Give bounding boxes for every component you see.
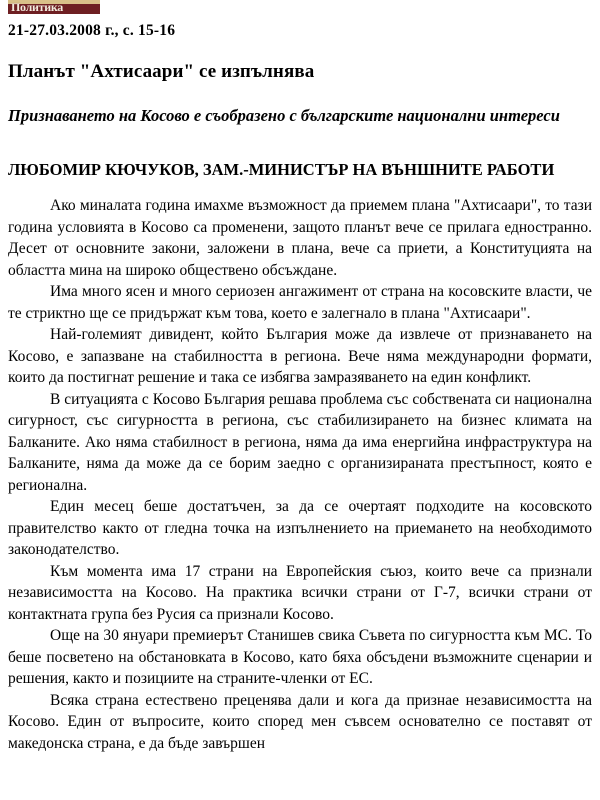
dateline: 21-27.03.2008 г., с. 15-16 — [8, 22, 176, 39]
article-body — [8, 195, 592, 754]
article-subhead: Признаването на Косово е съобразено с българските национални интереси — [8, 106, 560, 125]
article-paragraph: Един месец беше достатъчен, за да се очертаят подходите на косовското правителство както от гледна точка на изпълнението на приемането на необходимото законодателство. — [8, 498, 592, 558]
publication-name: Политика — [11, 1, 63, 13]
publication-masthead-logo — [8, 0, 100, 14]
article-paragraph: Ако миналата година имахме възможност да приемем плана "Ахтисаари", то тази година условията в Косово са променени, защото планът вече се прилага едностранно. Десет от основните закони, заложени в плана, вече са приети, а Конституцията на областта мина на широко обществено обсъждане. — [8, 197, 592, 279]
article-paragraph: Още на 30 януари премиерът Станишев свика Съвета по сигурността към МС. То беше посветено на обстановката в Косово, като бяха обсъдени възможните сценарии и решения, както и позициите на страните-членки от ЕС. — [8, 627, 592, 687]
article-paragraph: Към момента има 17 страни на Европейския съюз, които вече са признали независимостта на Косово. На практика всички страни от Г-7, всички страни от контактната група без Русия са признали Косово. — [8, 562, 592, 623]
article-paragraph: Всяка страна естествено преценява дали и кога да признае независимостта на Косово. Един от въпросите, които според мен съвсем основателно се поставят от македонска страна, е да бъде завършен — [8, 691, 592, 752]
page-title: Планът "Ахтисаари" се изпълнява — [8, 61, 315, 82]
article-paragraph: Има много ясен и много сериозен ангажимент от страна на косовските власти, че те стриктно ще се придържат към това, което е залегнало в плана "Ахтисаари". — [8, 283, 592, 322]
article-byline: ЛЮБОМИР КЮЧУКОВ, ЗАМ.-МИНИСТЪР НА ВЪНШНИТЕ РАБОТИ — [8, 160, 555, 179]
article-paragraph: Най-големият дивидент, който България може да извлече от признаването на Косово, е запазване на стабилността в региона. Вече няма международни формати, които да постигнат решение и така се избягва замразяването на един конфликт. — [8, 326, 592, 386]
article-paragraph: В ситуацията с Косово България решава проблема със собствената си национална сигурност, със сигурността в региона, със стабилизирането на бизнес климата на Балканите. Ако няма стабилност в региона, няма да има енергийна инфраструктура на Балканите, няма да може да се борим заедно с организираната престъпност, която е регионална. — [8, 390, 592, 494]
